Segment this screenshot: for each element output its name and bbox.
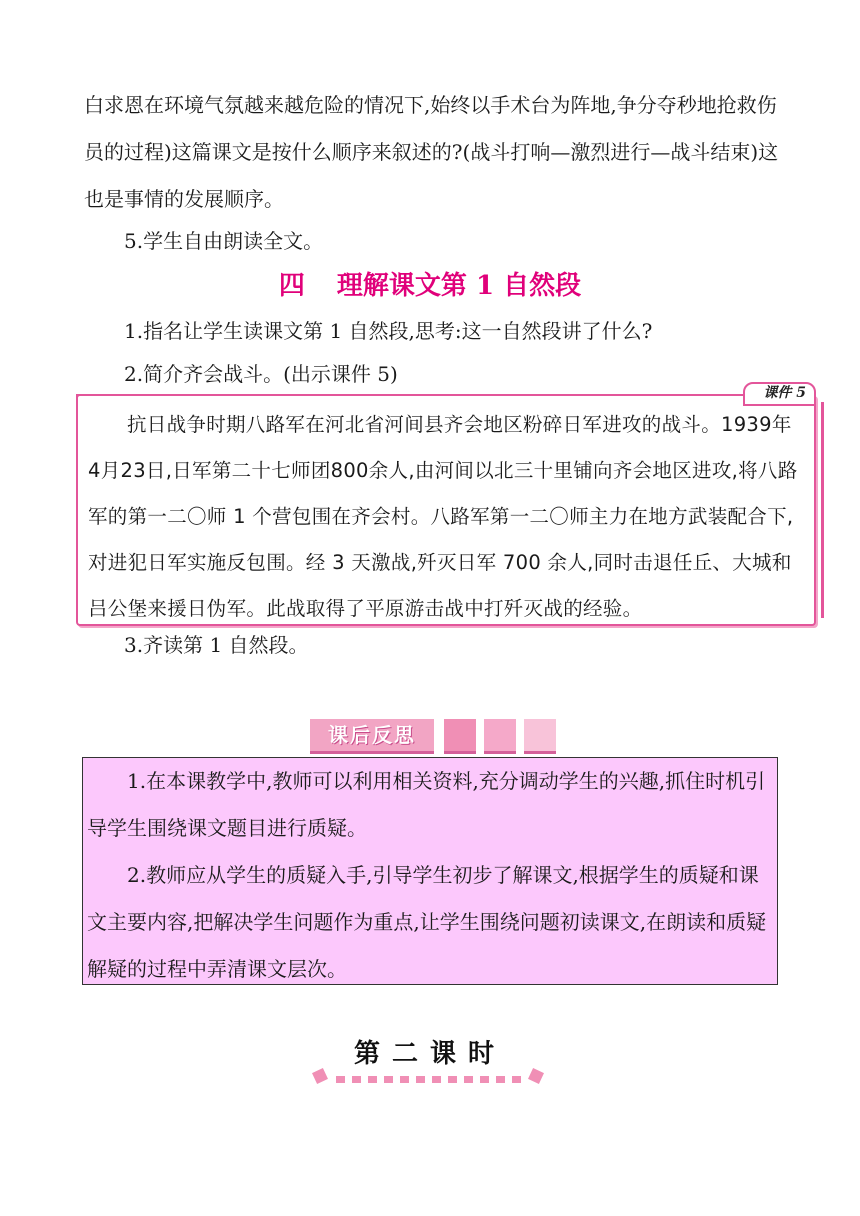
banner-square	[484, 719, 516, 754]
reflection-item: 1.在本课教学中,教师可以利用相关资料,充分调动学生的兴趣,抓住时机引导学生围绕课文题目进行质疑。	[87, 769, 766, 840]
underline-dash	[448, 1076, 457, 1083]
underline-end-right	[528, 1068, 544, 1084]
step-2: 2.简介齐会战斗。(出示课件 5)	[124, 362, 398, 386]
underline-end-left	[312, 1068, 328, 1084]
courseware-text: 抗日战争时期八路军在河北省河间县齐会地区粉碎日军进攻的战斗。1939年4月23日,日军第二十七师团800余人,由河间以北三十里铺向齐会地区进攻,将八路军的第一二〇师 1 个营包围在齐会村。八路军第一二〇师主力在地方武装配合下,对进犯日军实施反包围。经 3 天激战,歼灭日军 700 余人,同时击退任丘、大城和吕公堡来援日伪军。此战取得了平原游击战中打歼灭战的经验。	[88, 413, 798, 620]
underline-dash	[336, 1076, 345, 1083]
lesson-title-underline	[312, 1066, 548, 1090]
underline-dash	[400, 1076, 409, 1083]
underline-dash	[432, 1076, 441, 1083]
section-title-text: 理解课文第 1 自然段	[336, 271, 582, 301]
section-heading	[0, 264, 860, 308]
paragraph-step-5: 5.学生自由朗读全文。	[124, 229, 324, 253]
reflection-item: 2.教师应从学生的质疑入手,引导学生初步了解课文,根据学生的质疑和课文主要内容,把解决学生问题作为重点,让学生围绕问题初读课文,在朗读和质疑解疑的过程中弄清课文层次。	[87, 863, 767, 981]
underline-dash	[416, 1076, 425, 1083]
underline-dash	[464, 1076, 473, 1083]
courseware-box	[76, 385, 816, 626]
courseware-tab: 课件 5	[743, 382, 816, 406]
reflection-banner-label: 课后反思	[310, 719, 434, 754]
step-1: 1.指名让学生读课文第 1 自然段,思考:这一自然段讲了什么?	[124, 319, 653, 343]
underline-dash	[480, 1076, 489, 1083]
underline-dash	[496, 1076, 505, 1083]
reflection-box	[82, 757, 778, 985]
underline-dash	[512, 1076, 521, 1083]
banner-square	[444, 719, 476, 754]
underline-dash	[368, 1076, 377, 1083]
underline-dash	[384, 1076, 393, 1083]
side-decoration	[815, 402, 824, 618]
banner-square	[524, 719, 556, 754]
section-number: 四	[278, 271, 305, 301]
lesson-title: 第二课时	[353, 1039, 506, 1069]
paragraph-continuation: 白求恩在环境气氛越来越危险的情况下,始终以手术台为阵地,争分夺秒地抢救伤员的过程)这篇课文是按什么顺序来叙述的?(战斗打响—激烈进行—战斗结束)这也是事情的发展顺序。	[84, 93, 779, 211]
underline-dash	[352, 1076, 361, 1083]
step-3: 3.齐读第 1 自然段。	[124, 633, 309, 657]
